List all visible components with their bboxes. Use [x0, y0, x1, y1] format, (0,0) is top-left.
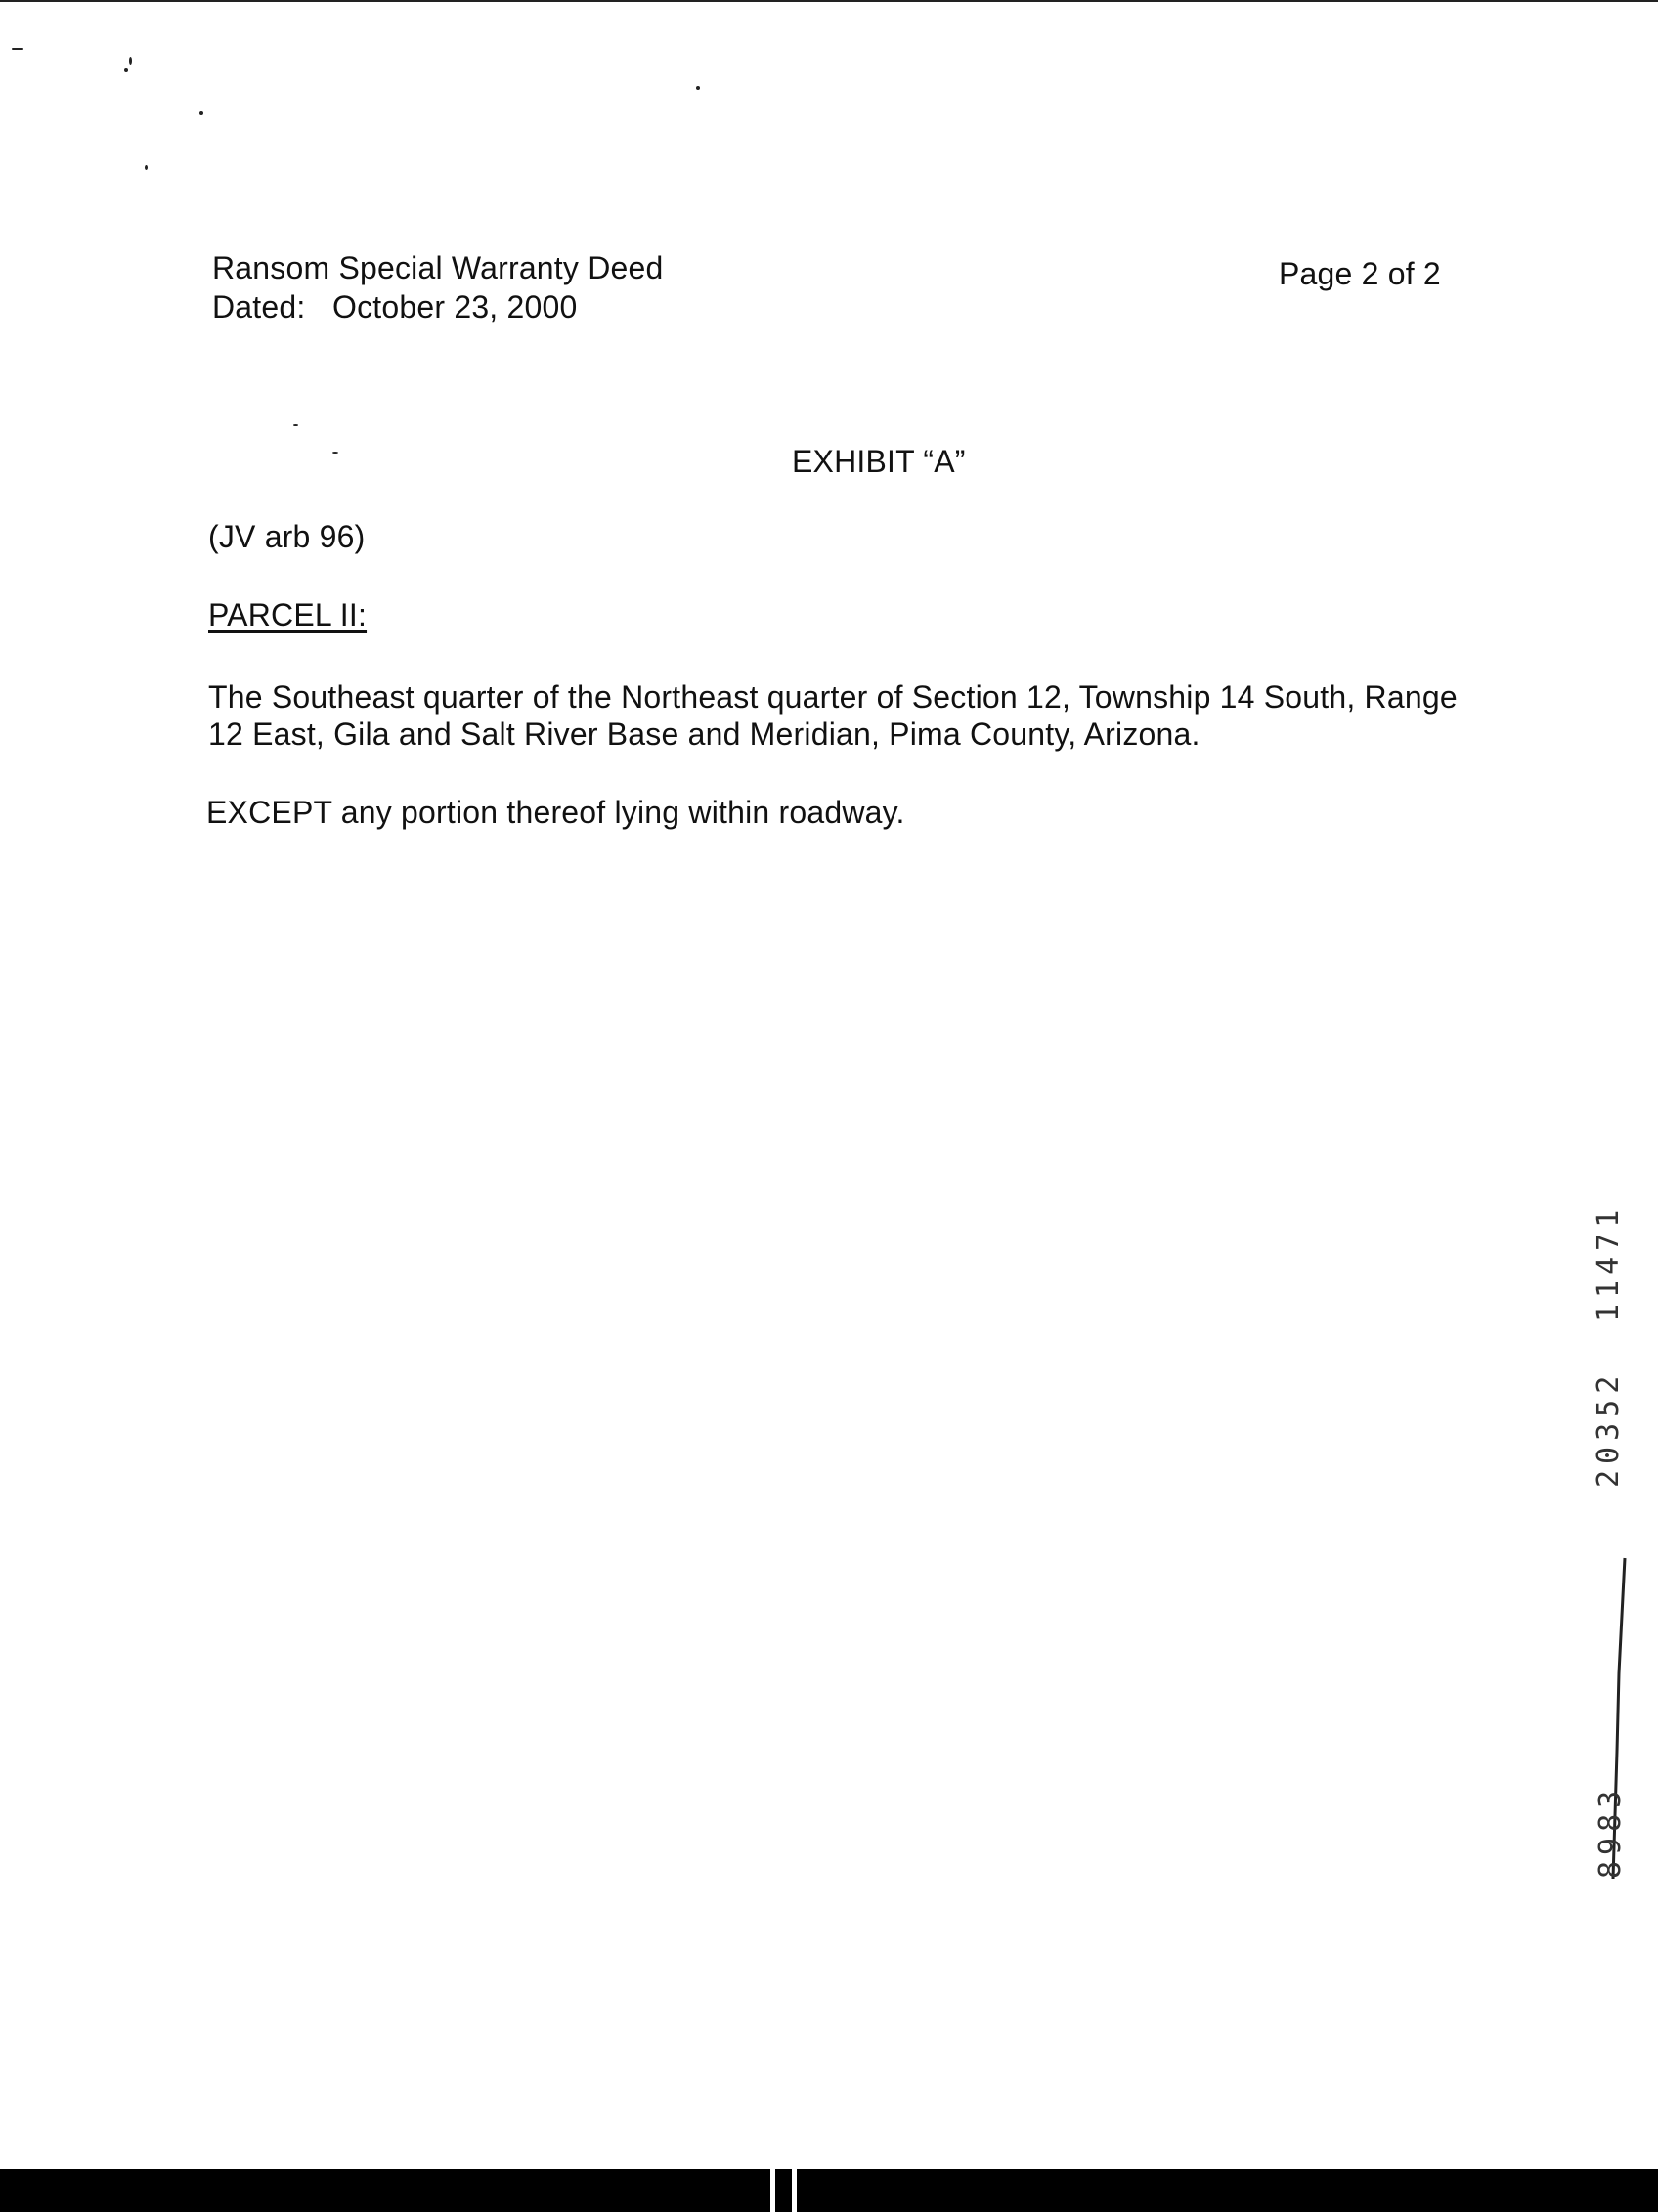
date-label: Dated: — [212, 289, 306, 325]
scan-bottom-edge — [0, 2169, 1658, 2212]
scan-bottom-gap — [770, 2169, 775, 2212]
scan-speck — [696, 86, 700, 90]
exhibit-heading: EXHIBIT “A” — [792, 444, 966, 479]
side-mark: 8983 — [1593, 1784, 1628, 1879]
scan-speck — [12, 48, 23, 50]
recording-number: 11471 — [1592, 1203, 1626, 1322]
page-number: Page 2 of 2 — [1279, 256, 1441, 291]
legal-description-line: 12 East, Gila and Salt River Base and Meridian, Pima County, Arizona. — [208, 716, 1200, 752]
sequence-number: 20352 — [1592, 1369, 1626, 1488]
scan-speck — [129, 57, 132, 65]
deed-title: Ransom Special Warranty Deed — [212, 250, 664, 285]
side-mark-stamp — [1592, 1556, 1631, 1879]
scan-speck — [332, 452, 338, 454]
reference-note: (JV arb 96) — [208, 519, 366, 554]
exception-clause: EXCEPT any portion thereof lying within roadway. — [206, 795, 905, 830]
deed-date — [212, 287, 577, 326]
scan-speck — [293, 424, 298, 426]
legal-description-line: The Southeast quarter of the Northeast quarter of Section 12, Township 14 South, Range — [208, 679, 1458, 715]
recording-stamp — [1592, 1165, 1626, 1322]
scan-speck — [145, 165, 148, 170]
legal-description — [208, 678, 1479, 753]
scan-speck — [124, 68, 128, 72]
scan-bottom-gap — [792, 2169, 797, 2212]
scan-speck — [199, 111, 203, 115]
date-value: October 23, 2000 — [332, 289, 578, 325]
parcel-heading: PARCEL II: — [208, 597, 368, 632]
sequence-stamp — [1592, 1361, 1626, 1488]
